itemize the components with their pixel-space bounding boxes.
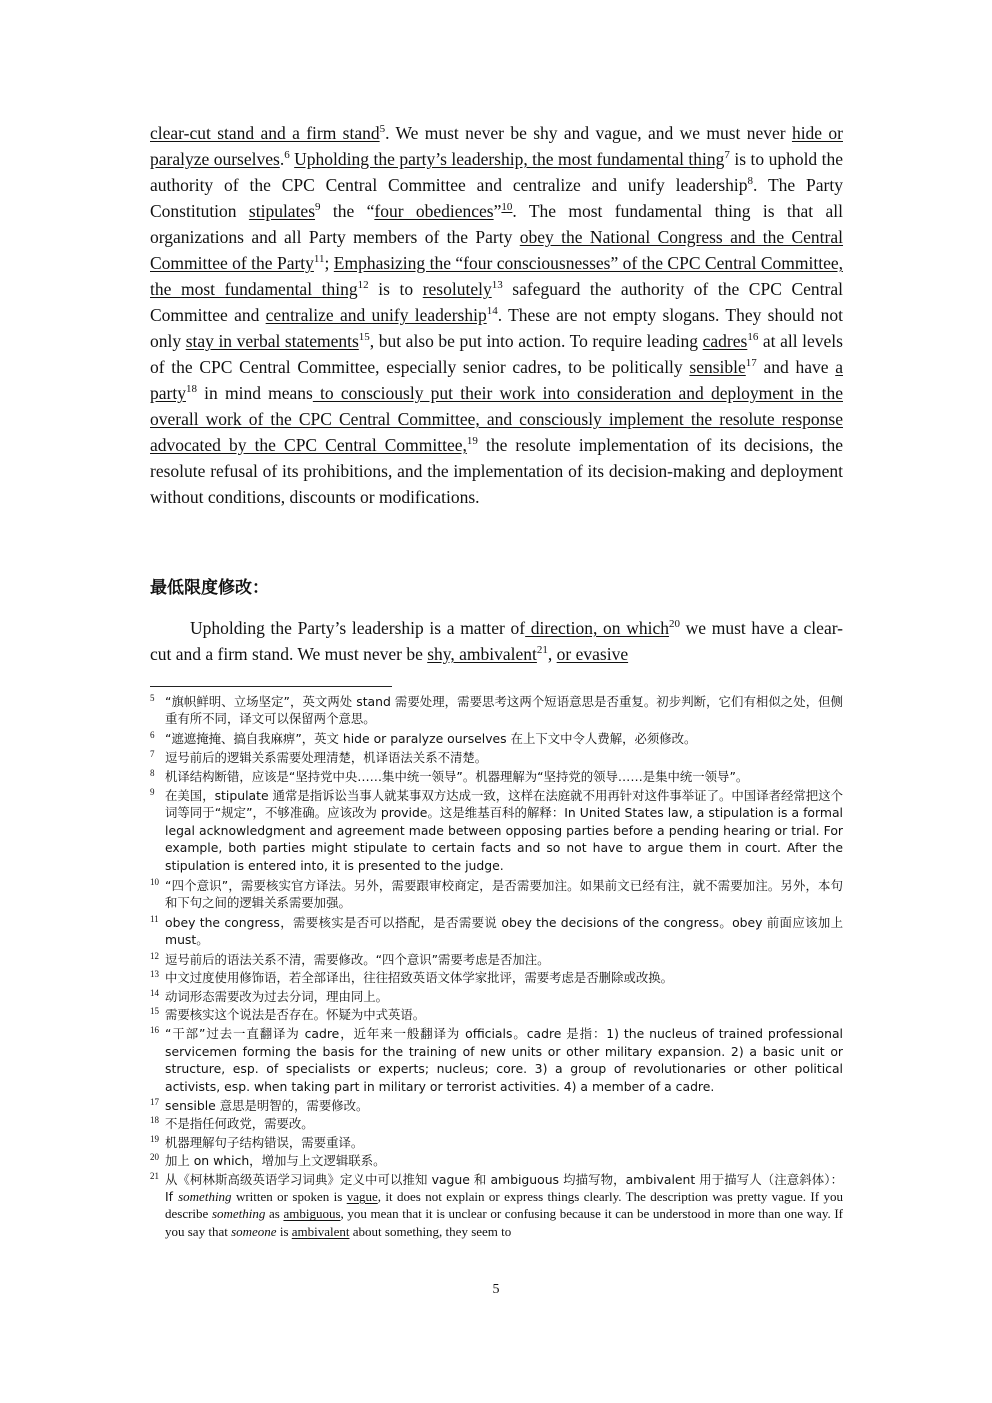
footnote-number: 16: [150, 1025, 159, 1036]
text-run: ,: [547, 644, 557, 664]
footnote-text: sensible 意思是明智的，需要修改。: [165, 1097, 369, 1113]
footnote-9: [150, 787, 843, 874]
footnote-text: written or spoken is: [231, 1188, 347, 1204]
footnote-ref[interactable]: 14: [486, 305, 498, 317]
footnote-ref[interactable]: 15: [358, 331, 370, 343]
footnote-15: [150, 1006, 843, 1023]
page-number: 5: [492, 1282, 500, 1297]
footnote-ref[interactable]: 12: [357, 279, 369, 291]
text-run: and have: [756, 357, 836, 377]
italic-word: something: [178, 1188, 232, 1204]
underlined-phrase: to consciously put their work into consideration and deployment in the overall work of the CPC Central Committee, and consciously implement the resolute response advocated by the CPC Central Committee,: [150, 383, 843, 455]
footnote-text: about something, they seem to: [349, 1223, 512, 1239]
footnote-text: 在美国，stipulate 通常是指诉讼当事人就某事双方达成一致，这样在法庭就不用再针对这件事举证了。中国译者经常把这个词等同于“规定”，不够准确。应该改为 provide。这是维基百科的解释：In United States law, a stipulation is a formal legal acknowledgment and agreement made between opposing parties before a pending hearing or trial. For example, both parties might stipulate to certain facts and so not have to argue them in court. After the stipulation is entered into, it is presented to the judge.: [165, 788, 843, 873]
text-run: at all levels of the CPC Central Committee, especially senior cadres, to be politically: [150, 331, 843, 377]
footnote-ref[interactable]: 18: [185, 383, 197, 395]
footnote-number: 14: [150, 987, 159, 998]
underlined-phrase: Upholding the party’s leadership, the most fundamental thing: [294, 149, 725, 169]
footnote-ref[interactable]: 11: [313, 253, 325, 265]
body-paragraph-1: [150, 120, 843, 510]
footnote-ref[interactable]: 5: [379, 123, 386, 135]
footnote-6: [150, 730, 843, 747]
underlined-phrase: four obediences: [374, 201, 494, 221]
footnote-number: 15: [150, 1005, 159, 1016]
text-run: safeguard the authority of the CPC Central Committee and: [150, 279, 843, 325]
footnote-10: [150, 877, 843, 912]
footnote-text: “干部”过去一直翻译为 cadre，近年来一般翻译为 officials。cadre 是指：1) the nucleus of trained professional servicemen forming the basis for the training of new units or other military expansion. 2) a basic unit or structure, esp. of specialists or experts; nucleus; core. 3) a group of revolutionaries or other political activists, esp. when taking part in military or terrorist activities. 4) a member of a cadre.: [165, 1026, 843, 1094]
footnote-17: [150, 1097, 843, 1114]
text-run: ;: [324, 253, 334, 273]
underlined-phrase: hide or paralyze ourselves: [150, 123, 843, 169]
footnote-12: [150, 951, 843, 968]
footnote-number: 9: [150, 787, 155, 798]
underlined-phrase: Emphasizing the “four consciousnesses” of the CPC Central Committee, the most fundamental thing: [150, 253, 843, 299]
underlined-word: ambiguous: [283, 1206, 341, 1222]
text-run: the resolute implementation of its decisions, the resolute refusal of its prohibitions, and the implementation of its decision-making and deployment without conditions, discounts or modifications.: [150, 435, 844, 507]
footnote-19: [150, 1134, 843, 1151]
body-paragraph-2: [150, 615, 843, 667]
text-run: . These are not empty slogans. They should not only: [150, 305, 843, 351]
footnote-ref[interactable]: 16: [747, 331, 759, 343]
footnote-ref[interactable]: 19: [466, 435, 478, 447]
footnote-18: [150, 1115, 843, 1132]
footnote-number: 21: [150, 1170, 159, 1181]
footnote-text: 逗号前后的逻辑关系需要处理清楚，机译语法关系不清楚。: [165, 750, 488, 766]
footnote-number: 7: [150, 749, 155, 760]
underlined-phrase: cadres: [702, 331, 748, 351]
text-run: , but also be put into action. To require leading: [369, 331, 703, 351]
footnote-ref[interactable]: 17: [745, 357, 757, 369]
footnote-text: 从《柯林斯高级英语学习词典》定义中可以推知 vague 和 ambiguous 均描写物，ambivalent 用于描写人（注意斜体）：If: [165, 1171, 843, 1204]
footnote-text: “遮遮掩掩、搞自我麻痹”，英文 hide or paralyze ourselves 在上下文中令人费解，必须修改。: [165, 730, 697, 746]
text-run: .: [279, 149, 285, 169]
underlined-phrase: stipulates: [248, 201, 316, 221]
text-run: . The Party Constitution: [150, 175, 843, 221]
underlined-phrase: resolutely: [422, 279, 492, 299]
footnote-13: [150, 969, 843, 986]
footnote-ref[interactable]: 13: [491, 279, 503, 291]
underlined-phrase: stay in verbal statements: [185, 331, 359, 351]
underlined-phrase: clear-cut stand and a firm stand: [150, 123, 380, 143]
text-run: . We must never be shy and vague, and we must never: [385, 123, 792, 143]
footnote-number: 20: [150, 1152, 159, 1163]
footnote-number: 6: [150, 729, 155, 740]
footnote-number: 8: [150, 767, 155, 778]
footnote-number: 12: [150, 950, 159, 961]
underlined-phrase: centralize and unify leadership: [265, 305, 487, 325]
footnote-16: [150, 1025, 843, 1095]
italic-word: something: [211, 1206, 266, 1222]
underlined-word: vague: [346, 1188, 378, 1204]
footnote-ref[interactable]: 21: [536, 644, 548, 656]
footnote-text: 动词形态需要改为过去分词，理由同上。: [165, 988, 389, 1004]
text-run: is to uphold the authority of the CPC Central Committee and centralize and unify leadership: [150, 149, 844, 195]
italic-word: someone: [231, 1223, 277, 1239]
footnote-number: 5: [150, 693, 155, 703]
footnote-21: [150, 1171, 843, 1241]
footnote-text: 加上 on which，增加与上文逻辑联系。: [165, 1153, 386, 1169]
footnote-text: 中文过度使用修饰语，若全部译出，往往招致英语文体学家批评，需要考虑是否删除或改换。: [165, 970, 674, 986]
footnote-text: “旗帜鲜明、立场坚定”，英文两处 stand 需要处理，需要思考这两个短语意思是否重复。初步判断，它们有相似之处，但侧重有所不同，译文可以保留两个意思。: [165, 694, 843, 727]
footnote-text: , it does not explain or express things clearly. The description was pretty vague. If you describe: [165, 1188, 843, 1222]
footnote-20: [150, 1152, 843, 1169]
footnote-text: “四个意识”，需要核实官方译法。另外，需要跟审校商定，是否需要加注。如果前文已经有注，就不需要加注。另外，本句和下句之间的逻辑关系需要加强。: [165, 878, 843, 911]
footnote-ref[interactable]: 9: [315, 201, 321, 213]
section-heading: 最低限度修改：: [150, 578, 269, 598]
text-run: Upholding the Party’s leadership is a matter of: [190, 618, 526, 638]
footnote-ref[interactable]: 7: [724, 149, 730, 161]
text-run: ”: [493, 201, 502, 221]
text-run: in mind means: [196, 383, 313, 403]
underlined-word: ambivalent: [291, 1223, 350, 1239]
footnote-5: [150, 693, 843, 728]
footnote-8: [150, 768, 843, 785]
footnote-text: 机器理解句子结构错误，需要重译。: [165, 1134, 364, 1150]
footnote-text: as: [265, 1206, 284, 1222]
footnote-7: [150, 749, 843, 766]
footnote-number: 18: [150, 1115, 159, 1126]
footnote-text: is: [276, 1223, 292, 1239]
footnote-ref-number: 10: [501, 201, 513, 213]
footnote-separator: [150, 686, 392, 687]
underlined-phrase: a party: [150, 357, 843, 403]
underlined-phrase: shy, ambivalent: [427, 644, 537, 664]
text-run: we must have a clear-cut and a firm stand. We must never be: [150, 618, 844, 664]
footnote-text: 机译结构断错，应该是“坚持党中央……集中统一领导”。机器理解为“坚持党的领导……是集中统一领导”。: [165, 768, 749, 784]
footnote-text: 需要核实这个说法是否存在。怀疑为中式英语。: [165, 1006, 426, 1022]
footnote-text: obey the congress，需要核实是否可以搭配，是否需要说 obey the decisions of the congress。obey 前面应该加上 must。: [165, 914, 843, 948]
footnote-number: 11: [150, 913, 159, 924]
footnote-number: 19: [150, 1133, 159, 1144]
text-run: . The most fundamental thing is that all organizations and all Party members of the Party: [150, 201, 843, 247]
footnote-11: [150, 914, 843, 949]
footnote-number: 10: [150, 877, 159, 888]
text-run: the “: [320, 201, 375, 221]
footnote-ref[interactable]: 6: [284, 149, 290, 161]
footnote-text: , you mean that it is unclear or confusing because it can be understood in more than one way. If you say that: [165, 1206, 843, 1239]
footnote-14: [150, 988, 843, 1005]
footnote-text: 逗号前后的语法关系不清，需要修改。“四个意识”需要考虑是否加注。: [165, 951, 550, 967]
footnote-ref[interactable]: [501, 201, 512, 213]
footnote-number: 17: [150, 1096, 159, 1107]
footnote-text: 不是指任何政党，需要改。: [165, 1116, 314, 1132]
underlined-phrase: obey the National Congress and the Central Committee of the Party: [150, 227, 844, 273]
underlined-phrase: or evasive: [556, 644, 629, 664]
underlined-phrase: direction, on which: [525, 618, 669, 638]
footnote-ref[interactable]: 8: [747, 175, 754, 187]
footnote-ref[interactable]: 20: [668, 618, 680, 630]
footnote-number: 13: [150, 969, 159, 980]
underlined-phrase: sensible: [689, 357, 746, 377]
footnotes-section: [150, 693, 843, 1242]
text-run: is to: [368, 279, 423, 299]
